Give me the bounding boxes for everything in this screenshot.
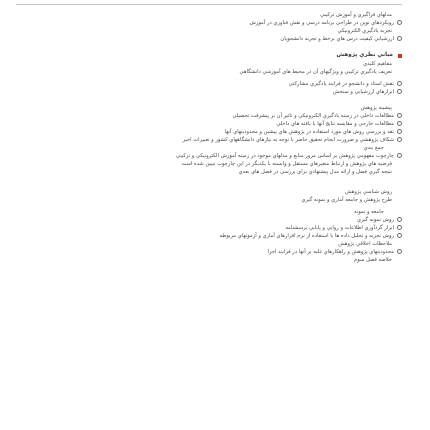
text-line: ﺗﻌﺮﻳﻒ ﻳﺎﺩﮔﻴﺮﻱ ﺗﺮﻛﻴﺒﻲ ﻭ ﻭﻳﮋﮔﻴﻬﺎﻱ ﺁﻥ ﺩﺭ ﻣﺤﻴﻂ ﻫﺎﻱ ﺁﻣﻮﺯﺷﻲ ﺩﺍﻧﺸﮕﺎﻫﻲ	[239, 69, 392, 75]
bullet-icon	[397, 137, 402, 142]
list-item: ﺭﻭﺵ ﺗﺠﺰﻳﻪ ﻭ ﺗﺤﻠﻴﻞ ﺩﺍﺩﻩ ﻫﺎ ﺑﺎ ﺍﺳﺘﻔﺎﺩﻩ ﺍﺯ ﻧﺮﻡ ﺍﻓﺰﺍﺭﻫﺎﻱ ﺁﻣﺎﺭﻱ ﻭ ﺁﺯﻣﻮﻧﻬﺎﻱ ﻣﺮﺑﻮﻃﻪ	[16, 232, 402, 240]
bullet-icon	[397, 121, 402, 126]
list-item: ﺭﻭﺵ ﻧﻤﻮﻧﻪ ﮔﻴﺮﻱ	[16, 216, 402, 224]
subheading: ﭘﻴﺸﻴﻨﻪ ﭘﮋﻭﻫﺶ	[360, 105, 392, 111]
text-line: ﺧﻼﺻﻪ ﻓﺼﻞ ﺳﻮﻡ	[354, 257, 392, 263]
bullet-icon	[397, 225, 402, 230]
list-item: ﻧﻘﺶ ﺍﺳﺘﺎﺩ ﻭ ﺩﺍﻧﺸﺠﻮ ﺩﺭ ﻓﺮﺍﻳﻨﺪ ﻳﺎﺩﮔﻴﺮﻱ ﻣﺸﺎﺭﻛﺘﻲ	[16, 80, 402, 88]
bullet-icon	[397, 36, 402, 41]
bullet-icon	[397, 113, 402, 118]
bullet-icon	[397, 89, 402, 94]
top-rule	[16, 4, 402, 5]
list-item: ﺍﺭﺯﺷﻴﺎﺑﻲ ﻛﻴﻔﻴﺖ ﺩﺭﺱ ﻫﺎﻱ ﺑﺮﺧﻂ ﻭ ﺗﺠﺮﺑﻪ ﺩﺍﻧﺸﺠﻮﻳﺎﻥ	[16, 35, 402, 43]
subheading: ﻣﻔﺎﻫﻴﻢ ﻛﻠﻴﺪﻱ	[363, 61, 392, 67]
list-item: ﻣﻄﺎﻟﻌﺎﺕ ﺧﺎﺭﺟﻲ ﻭ ﻣﻘﺎﻳﺴﻪ ﻧﺘﺎﻳﺞ ﺁﻧﻬﺎ ﺑﺎ ﻳﺎﻓﺘﻪ ﻫﺎﻱ ﺩﺍﺧﻠﻲ	[16, 120, 402, 128]
text-line: ﻣﺪﻟﻬﺎﻱ ﻓﺮﺍﮔﻴﺮﻱ ﻭ ﺁﻣﻮﺯﺵ ﺗﺮﻛﻴﺒﻲ	[320, 12, 392, 18]
text-line: ﻣﻼﺣﻈﺎﺕ ﺍﺧﻼﻗﻲ ﭘﮋﻭﻫﺶ	[338, 241, 392, 247]
text-line: ﻧﺘﻴﺠﻪ ﮔﻴﺮﻱ ﻓﺼﻞ ﻭ ﺍﺭﺍﺋﻪ ﻣﺪﻝ ﭘﻴﺸﻨﻬﺎﺩﻱ ﺑﺮﺍﻱ ﺑﺮﺭﺳﻲ ﺩﺭ ﻓﺼﻞ ﻫﺎﻱ ﺑﻌﺪﻱ	[238, 169, 392, 175]
list-item: ﻣﺤﺪﻭﺩﻳﺘﻬﺎﻱ ﭘﮋﻭﻫﺶ ﻭ ﺭﺍﻫﻜﺎﺭﻫﺎﻱ ﻏﻠﺒﻪ ﺑﺮ ﺁﻧﻬﺎ ﺩﺭ ﻓﺮﺍﻳﻨﺪ ﺍﺟﺮﺍ	[16, 248, 402, 256]
section-heading: ﻣﺒﺎﻧﻲ ﻧﻈﺮﻱ ﭘﮋﻭﻫﺶ	[16, 51, 402, 60]
text-line: ﺟﺎﻣﻌﻪ ﻭ ﻧﻤﻮﻧﻪ	[353, 209, 384, 215]
bullet-icon	[397, 217, 402, 222]
bullet-icon	[397, 233, 402, 238]
text-line: ﺟﻤﻊ ﺑﻨﺪﻱ	[363, 145, 384, 151]
bullet-icon	[397, 249, 402, 254]
list-item: ﭼﺎﺭﭼﻮﺏ ﻣﻔﻬﻮﻣﻲ ﭘﮋﻭﻫﺶ ﺑﺮ ﺍﺳﺎﺱ ﻣﺮﻭﺭ ﻣﻨﺎﺑﻊ ﻭ ﻣﺪﻟﻬﺎﻱ ﻣﻮﺟﻮﺩ ﺩﺭ ﺯﻣﻴﻨﻪ ﺁﻣﻮﺯﺵ ﺍﻟﻜﺘﺮﻭﻧﻴﻜﻲ ﻭ ﺗﺮﻛﻴﺒﻲ	[16, 152, 402, 160]
bullet-icon	[397, 20, 402, 25]
list-item: ﻣﻄﺎﻟﻌﺎﺕ ﺩﺍﺧﻠﻲ ﺩﺭ ﺯﻣﻴﻨﻪ ﻳﺎﺩﮔﻴﺮﻱ ﺍﻟﻜﺘﺮﻭﻧﻴﻜﻲ ﻭ ﺗﺎﺛﻴﺮ ﺁﻥ ﺑﺮ ﭘﻴﺸﺮﻓﺖ ﺗﺤﺼﻴﻠﻲ	[16, 112, 402, 120]
bullet-icon	[397, 153, 402, 158]
square-bullet-icon	[398, 54, 402, 58]
subheading: ﺭﻭﺵ ﺷﻨﺎﺳﻲ ﭘﮋﻭﻫﺶ	[345, 189, 392, 195]
list-item: ﺍﺑﺰﺍﺭ ﮔﺮﺩﺁﻭﺭﻱ ﺍﻃﻼﻋﺎﺕ ﻭ ﺭﻭﺍﻳﻲ ﻭ ﭘﺎﻳﺎﻳﻲ ﭘﺮﺳﺸﻨﺎﻣﻪ	[16, 224, 402, 232]
text-line: ﺗﺠﺮﺑﻪ ﻳﺎﺩﮔﻴﺮﻱ ﺍﻟﻜﺘﺮﻭﻧﻴﻜﻲ	[337, 28, 392, 34]
list-item: ﻧﻘﺪ ﻭ ﺑﺮﺭﺳﻲ ﺭﻭﺵ ﻫﺎﻱ ﻣﻮﺭﺩ ﺍﺳﺘﻔﺎﺩﻩ ﺩﺭ ﭘﮋﻭﻫﺶ ﻫﺎﻱ ﭘﻴﺸﻴﻦ ﻭ ﻣﺤﺪﻭﺩﻳﺘﻬﺎﻱ ﺁﻧﻬﺎ	[16, 128, 402, 136]
bullet-icon	[397, 129, 402, 134]
text-line: ﻃﺮﺡ ﭘﮋﻭﻫﺶ ﻭ ﺟﺎﻣﻌﻪ ﺁﻣﺎﺭﻱ ﻭ ﻧﻤﻮﻧﻪ ﮔﻴﺮﻱ	[301, 197, 392, 203]
list-item: ﺭﻭﻳﻜﺮﺩﻫﺎﻱ ﻧﻮﻳﻦ ﺩﺭ ﻃﺮﺍﺣﻲ ﺑﺮﻧﺎﻣﻪ ﺩﺭﺳﻲ ﻭ ﻧﻘﺶ ﻓﻨﺎﻭﺭﻱ ﺩﺭ ﺁﻣﻮﺯﺵ	[16, 19, 402, 27]
list-item: ﺷﻜﺎﻑ ﭘﮋﻭﻫﺸﻲ ﻭ ﺿﺮﻭﺭﺕ ﺍﻧﺠﺎﻡ ﺗﺤﻘﻴﻖ ﺣﺎﺿﺮ ﺑﺎ ﺗﻮﺟﻪ ﺑﻪ ﻧﻴﺎﺯﻫﺎﻱ ﺩﺍﻧﺸﮕﺎﻫﻬﺎﻱ ﻛﺸﻮﺭ ﻭ ﺗﻐﻴﻴﺮﺍﺕ ﺍﺧﻴﺮ	[16, 136, 402, 144]
list-item: ﺍﺑﺰﺍﺭﻫﺎﻱ ﺍﺭﺯﺷﻴﺎﺑﻲ ﻭ ﺳﻨﺠﺶ	[16, 88, 402, 96]
text-line: ﻓﺮﺿﻴﻪ ﻫﺎﻱ ﭘﮋﻭﻫﺶ ﻭ ﺍﺭﺗﺒﺎﻁ ﻣﺘﻐﻴﺮﻫﺎﻱ ﻣﺴﺘﻘﻞ ﻭ ﻭﺍﺑﺴﺘﻪ ﺑﺎ ﻳﻜﺪﻳﮕﺮ ﺩﺭ ﺍﻳﻦ ﭼﺎﺭﭼﻮﺏ ﺗﺒﻴﻴﻦ ﺷﺪﻩ ﺍﺳﺖ	[181, 161, 392, 167]
bullet-icon	[397, 81, 402, 86]
